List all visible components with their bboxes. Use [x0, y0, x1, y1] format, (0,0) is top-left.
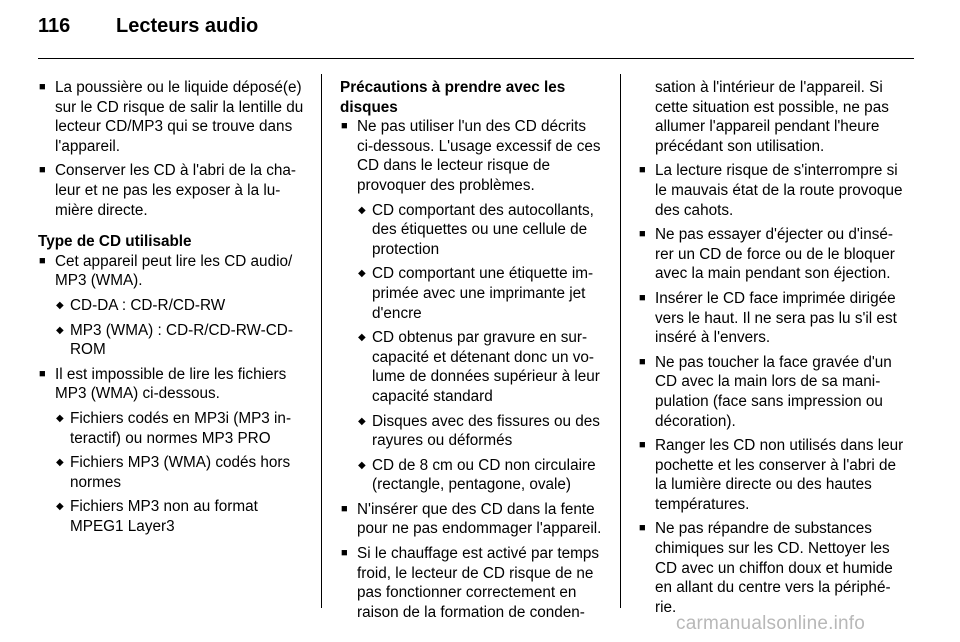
square-bullet-icon: ■ [341, 502, 348, 515]
list-item: ■ Insérer le CD face imprimée dirigée vers le haut. Il ne sera pas lu s'il est inséré à l'envers. [639, 289, 897, 347]
column-1 [38, 78, 310, 541]
page-title: Lecteurs audio [116, 15, 259, 37]
square-bullet-icon: ■ [341, 547, 348, 560]
section-heading: Type de CD utilisable [38, 233, 192, 251]
square-bullet-icon: ■ [39, 81, 46, 93]
sub-list-item: ◆ CD de 8 cm ou CD non circulaire (rectangle, pentagone, ovale) [358, 456, 596, 494]
sub-list-item: ◆ Disques avec des fissures ou des rayures ou déformés [358, 412, 600, 450]
square-bullet-icon: ■ [639, 164, 646, 177]
list-item: ■ Ne pas utiliser l'un des CD décrits ci-dessous. L'usage excessif de ces CD dans le lecteur risque de provoquer des problèmes. [341, 118, 601, 194]
sub-list-item: ◆ CD comportant des autocollants, des étiquettes ou une cellule de protection [358, 201, 594, 258]
header-rule [38, 58, 914, 59]
list-item: ■ Ne pas répandre de substances chimiques sur les CD. Nettoyer les CD avec un chiffon doux et humide en allant du centre vers la périphérie. [639, 520, 893, 616]
square-bullet-icon: ■ [639, 291, 646, 304]
sub-list-item: ◆ CD comportant une étiquette imprimée avec une imprimante jet d'encre [358, 265, 594, 322]
square-bullet-icon: ■ [639, 439, 646, 452]
diamond-bullet-icon: ◆ [56, 501, 64, 513]
list-item: ■ Ne pas essayer d'éjecter ou d'insérer un CD de force ou de le bloquer avec la main pendant son éjection. [639, 226, 895, 283]
square-bullet-icon: ■ [39, 367, 46, 380]
sub-list-item: ◆ Fichiers MP3 non au format MPEG1 Layer3 [56, 498, 258, 535]
square-bullet-icon: ■ [341, 120, 348, 133]
page-header [38, 15, 258, 51]
diamond-bullet-icon: ◆ [358, 204, 366, 216]
continued-paragraph: sation à l'intérieur de l'appareil. Si cette situation est possible, ne pas allumer l'appareil pendant l'heure précédant son utilisation. [655, 79, 889, 155]
section-heading: Précautions à prendre avec les disques [340, 79, 566, 116]
list-item: ■ Ranger les CD non utilisés dans leur pochette et les conserver à l'abri de la lumière directe ou des hautes températures. [639, 437, 904, 513]
sub-list-item: ◆ CD-DA : CD-R/CD-RW [56, 296, 226, 314]
diamond-bullet-icon: ◆ [56, 299, 64, 311]
column-2 [340, 78, 606, 627]
sub-list-item: ◆ MP3 (WMA) : CD-R/CD-RW-CD-ROM [56, 321, 293, 359]
square-bullet-icon: ■ [39, 254, 46, 267]
sub-list-item: ◆ Fichiers codés en MP3i (MP3 interactif) ou normes MP3 PRO [56, 409, 292, 447]
diamond-bullet-icon: ◆ [358, 415, 366, 427]
column-divider-2 [620, 74, 621, 608]
list-item: ■ Cet appareil peut lire les CD audio/ MP3 (WMA). [39, 252, 293, 290]
column-divider-1 [321, 74, 322, 608]
diamond-bullet-icon: ◆ [56, 324, 64, 336]
page-number: 116 [38, 15, 71, 37]
square-bullet-icon: ■ [39, 164, 46, 177]
square-bullet-icon: ■ [639, 228, 646, 241]
list-item: ■ La lecture risque de s'interrompre si le mauvais état de la route provoque des cahots. [639, 162, 903, 219]
diamond-bullet-icon: ◆ [56, 457, 64, 469]
diamond-bullet-icon: ◆ [56, 412, 64, 424]
list-item: ■ La poussière ou le liquide déposé(e) sur le CD risque de salir la lentille du lecteur CD/MP3 qui se trouve dans l'appareil. [39, 79, 304, 155]
square-bullet-icon: ■ [639, 355, 646, 368]
list-item: ■ Il est impossible de lire les fichiers MP3 (WMA) ci-dessous. [39, 365, 287, 403]
list-item: ■ N'insérer que des CD dans la fente pour ne pas endommager l'appareil. [341, 500, 602, 538]
list-item: ■ Ne pas toucher la face gravée d'un CD avec la main lors de sa manipulation (face sans impression ou décoration). [639, 353, 892, 430]
diamond-bullet-icon: ◆ [358, 459, 366, 471]
square-bullet-icon: ■ [639, 522, 646, 535]
list-item: ■ Conserver les CD à l'abri de la chaleur et ne pas les exposer à la lumière directe. [39, 162, 296, 219]
diamond-bullet-icon: ◆ [358, 268, 366, 280]
column-3 [638, 78, 904, 622]
watermark-text: carmanualsonline.info [676, 613, 866, 634]
sub-list-item: ◆ CD obtenus par gravure en surcapacité et détenant donc un volume de données supérieur à leur capacité standard [358, 329, 600, 405]
list-item: ■ Si le chauffage est activé par temps froid, le lecteur de CD risque de ne pas fonctionner correctement en raison de la formation de conden- [341, 545, 600, 621]
diamond-bullet-icon: ◆ [358, 332, 366, 344]
sub-list-item: ◆ Fichiers MP3 (WMA) codés hors normes [56, 454, 291, 491]
